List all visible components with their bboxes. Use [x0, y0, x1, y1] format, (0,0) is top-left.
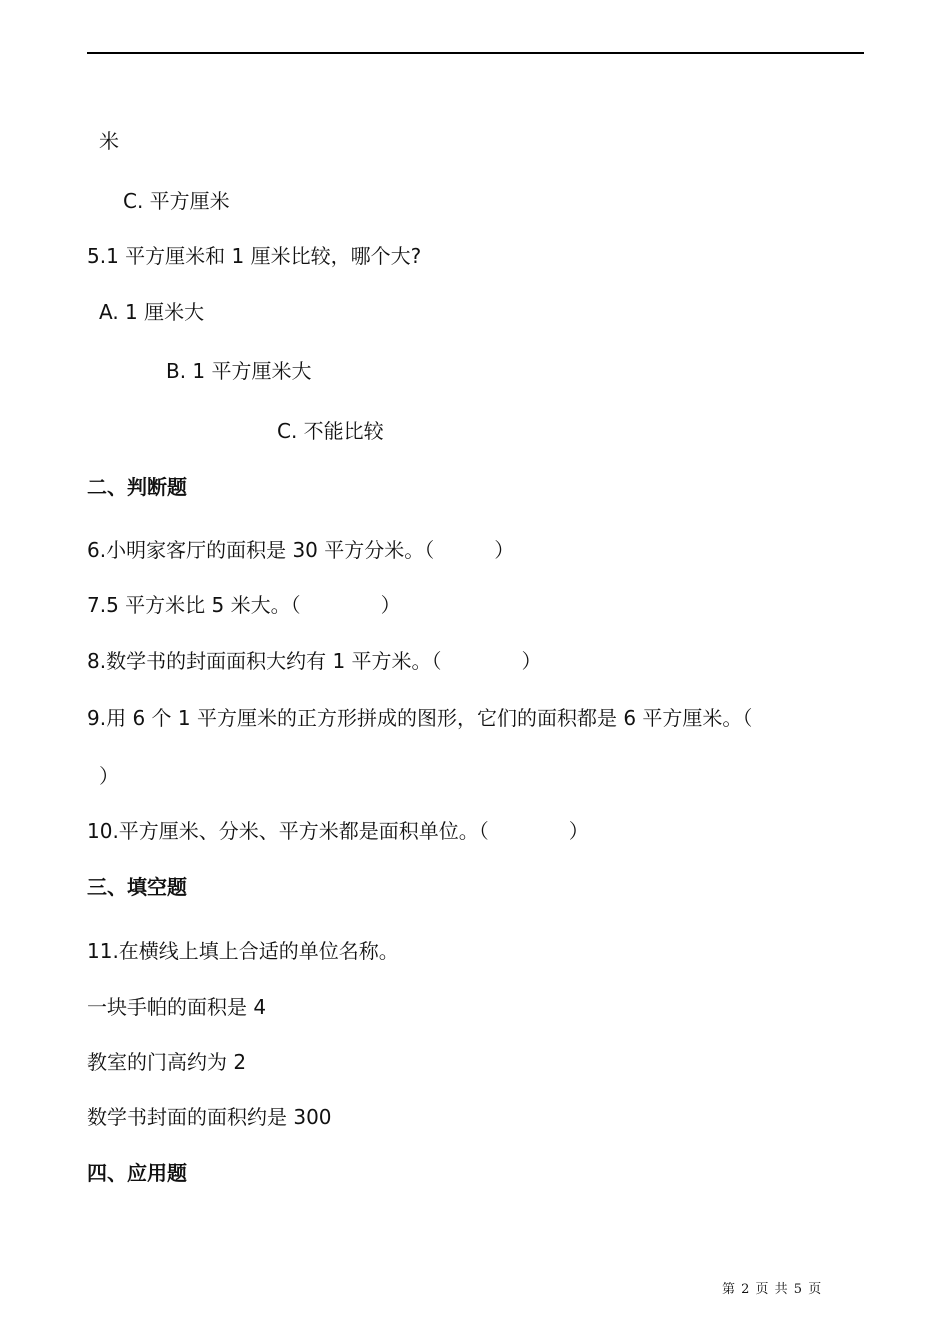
question-10: 10.平方厘米、分米、平方米都是面积单位。（ ）: [87, 819, 589, 843]
question-9-continuation: ）: [99, 764, 119, 788]
option-a-q5: A. 1 厘米大: [99, 300, 205, 324]
question-8: 8.数学书的封面面积大约有 1 平方米。（ ）: [87, 649, 542, 673]
option-text-continuation: 米: [99, 129, 119, 153]
fill-item-book-cover: 数学书封面的面积约是 300: [87, 1105, 332, 1129]
option-c-q5: C. 不能比较: [277, 419, 384, 443]
section-heading-judgment: 二、判断题: [87, 475, 187, 499]
fill-item-handkerchief: 一块手帕的面积是 4: [87, 995, 267, 1019]
question-11: 11.在横线上填上合适的单位名称。: [87, 939, 399, 963]
header-rule: [87, 52, 864, 54]
section-heading-fill-blank: 三、填空题: [87, 875, 187, 899]
page-number: 第 2 页 共 5 页: [722, 1282, 823, 1297]
option-c-q4: C. 平方厘米: [123, 189, 230, 213]
question-9: 9.用 6 个 1 平方厘米的正方形拼成的图形，它们的面积都是 6 平方厘米。（: [87, 706, 753, 730]
section-heading-application: 四、应用题: [87, 1161, 187, 1185]
question-6: 6.小明家客厅的面积是 30 平方分米。（ ）: [87, 538, 515, 562]
option-b-q5: B. 1 平方厘米大: [166, 359, 312, 383]
fill-item-door: 教室的门高约为 2: [87, 1050, 247, 1074]
question-7: 7.5 平方米比 5 米大。（ ）: [87, 593, 401, 617]
question-5: 5.1 平方厘米和 1 厘米比较，哪个大?: [87, 244, 422, 268]
